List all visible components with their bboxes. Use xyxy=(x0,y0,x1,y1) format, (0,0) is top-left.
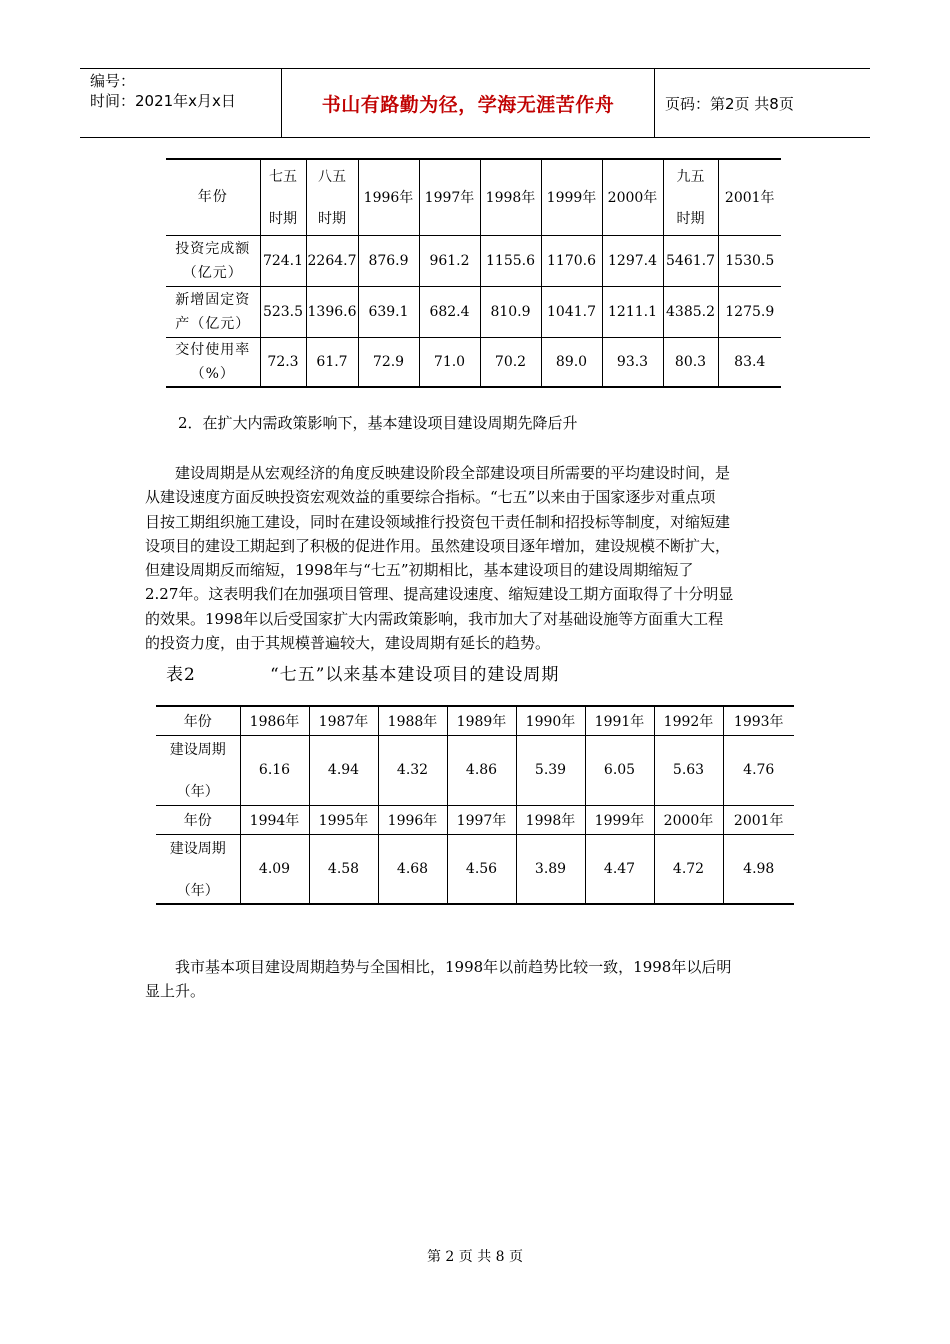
table-cell: 876.9 xyxy=(358,235,419,286)
page-header xyxy=(80,68,870,138)
table-cell: 93.3 xyxy=(602,337,663,387)
table-cell: 724.1 xyxy=(260,235,306,286)
header-meta xyxy=(80,69,280,137)
table-cell: 80.3 xyxy=(663,337,718,387)
year-row xyxy=(156,706,794,735)
table-cell: 4.76 xyxy=(723,735,794,805)
table-cell: 4.47 xyxy=(585,834,654,904)
table-cell: 1990年 xyxy=(516,706,585,735)
header-cell: 1999年 xyxy=(541,159,602,235)
table-cell: 1999年 xyxy=(585,805,654,834)
row-label: 年份 xyxy=(156,805,240,834)
table-cell: 639.1 xyxy=(358,286,419,337)
header-cell: 1996年 xyxy=(358,159,419,235)
table-cell: 2000年 xyxy=(654,805,723,834)
header-cell: 1997年 xyxy=(419,159,480,235)
table-cell: 3.89 xyxy=(516,834,585,904)
row-label: 投资完成额 （亿元） xyxy=(166,235,260,286)
table-cell: 4.09 xyxy=(240,834,309,904)
table-cell: 61.7 xyxy=(306,337,358,387)
table-cell: 4.68 xyxy=(378,834,447,904)
table-cell: 71.0 xyxy=(419,337,480,387)
table-cell: 4.32 xyxy=(378,735,447,805)
value-row xyxy=(156,834,794,904)
year-row xyxy=(156,805,794,834)
table-cell: 4.72 xyxy=(654,834,723,904)
paragraph-line: 建设周期是从宏观经济的角度反映建设阶段全部建设项目所需要的平均建设时间，是 xyxy=(175,464,731,482)
table-cell: 4.86 xyxy=(447,735,516,805)
document-number-label: 编号： xyxy=(90,72,136,90)
paragraph-line: 的效果。1998年以后受国家扩大内需政策影响，我市加大了对基础设施等方面重大工程 xyxy=(145,609,724,628)
paragraph-construction-period xyxy=(145,461,805,655)
paragraph-line: 设项目的建设工期起到了积极的促进作用。虽然建设项目逐年增加，建设规模不断扩大， xyxy=(145,536,731,555)
header-cell: 八五 时期 xyxy=(306,159,358,235)
table-cell: 1993年 xyxy=(723,706,794,735)
section-heading: 2．在扩大内需政策影响下，基本建设项目建设周期先降后升 xyxy=(178,414,578,432)
table-cell: 1396.6 xyxy=(306,286,358,337)
table-cell: 6.05 xyxy=(585,735,654,805)
table-cell: 2264.7 xyxy=(306,235,358,286)
paragraph-line: 2.27年。这表明我们在加强项目管理、提高建设速度、缩短建设工期方面取得了十分明显 xyxy=(145,585,734,604)
header-cell: 2000年 xyxy=(602,159,663,235)
table-cell: 1530.5 xyxy=(718,235,781,286)
table-cell: 2001年 xyxy=(723,805,794,834)
header-page-code: 页码：第2页 共8页 xyxy=(665,94,794,113)
investment-table-header-row xyxy=(166,159,781,235)
table2-caption-title: “七五”以来基本建设项目的建设周期 xyxy=(270,665,560,685)
document-time-label: 时间：2021年x月x日 xyxy=(90,92,236,110)
table-cell: 1041.7 xyxy=(541,286,602,337)
row-label: 建设周期 （年） xyxy=(156,834,240,904)
table-cell: 72.9 xyxy=(358,337,419,387)
table-cell: 1995年 xyxy=(309,805,378,834)
table-cell: 89.0 xyxy=(541,337,602,387)
header-motto-cell xyxy=(281,69,655,137)
header-cell: 年份 xyxy=(197,189,228,206)
table-row xyxy=(166,286,781,337)
table-cell: 5.39 xyxy=(516,735,585,805)
table-cell: 1987年 xyxy=(309,706,378,735)
table-cell: 1996年 xyxy=(378,805,447,834)
table-cell: 1211.1 xyxy=(602,286,663,337)
table-row xyxy=(166,337,781,387)
header-cell: 七五 时期 xyxy=(260,159,306,235)
table-cell: 4.56 xyxy=(447,834,516,904)
table-cell: 961.2 xyxy=(419,235,480,286)
row-label: 建设周期 （年） xyxy=(156,735,240,805)
table-cell: 1998年 xyxy=(516,805,585,834)
table-cell: 810.9 xyxy=(480,286,541,337)
paragraph-line: 但建设周期反而缩短，1998年与“七五”初期相比，基本建设项目的建设周期缩短了 xyxy=(145,561,694,580)
header-cell: 九五 时期 xyxy=(663,159,718,235)
table-cell: 1997年 xyxy=(447,805,516,834)
table-cell: 4.98 xyxy=(723,834,794,904)
value-row xyxy=(156,735,794,805)
table-cell: 5.63 xyxy=(654,735,723,805)
table-cell: 70.2 xyxy=(480,337,541,387)
paragraph-line: 目按工期组织施工建设，同时在建设领域推行投资包干责任制和招投标等制度，对缩短建 xyxy=(145,512,731,531)
table-cell: 1155.6 xyxy=(480,235,541,286)
paragraph-line: 显上升。 xyxy=(145,982,206,1001)
header-cell: 2001年 xyxy=(718,159,781,235)
paragraph-line: 从建设速度方面反映投资宏观效益的重要综合指标。“七五”以来由于国家逐步对重点项 xyxy=(145,488,716,507)
row-label: 年份 xyxy=(183,713,212,730)
row-label: 交付使用率 （%） xyxy=(166,337,260,387)
row-label: 新增固定资 产（亿元） xyxy=(166,286,260,337)
table-cell: 1986年 xyxy=(240,706,309,735)
investment-table xyxy=(166,158,781,388)
page-footer: 第 2 页 共 8 页 xyxy=(426,1249,524,1265)
table2-caption xyxy=(166,660,560,685)
table-cell: 72.3 xyxy=(260,337,306,387)
table-cell: 4385.2 xyxy=(663,286,718,337)
header-cell: 1998年 xyxy=(480,159,541,235)
table2-caption-label: 表2 xyxy=(166,665,196,685)
table-cell: 83.4 xyxy=(718,337,781,387)
table-cell: 4.58 xyxy=(309,834,378,904)
table-cell: 1297.4 xyxy=(602,235,663,286)
construction-period-table xyxy=(156,705,794,905)
table-cell: 5461.7 xyxy=(663,235,718,286)
table-cell: 1170.6 xyxy=(541,235,602,286)
table-cell: 1994年 xyxy=(240,805,309,834)
header-motto: 书山有路勤为径，学海无涯苦作舟 xyxy=(321,93,615,116)
table-cell: 1992年 xyxy=(654,706,723,735)
table-cell: 682.4 xyxy=(419,286,480,337)
table-cell: 4.94 xyxy=(309,735,378,805)
table-cell: 1991年 xyxy=(585,706,654,735)
table-cell: 6.16 xyxy=(240,735,309,805)
table-row xyxy=(166,235,781,286)
header-page-cell xyxy=(655,69,870,137)
paragraph-line: 我市基本项目建设周期趋势与全国相比，1998年以前趋势比较一致，1998年以后明 xyxy=(175,958,732,976)
table-cell: 1988年 xyxy=(378,706,447,735)
table-cell: 1989年 xyxy=(447,706,516,735)
table-cell: 1275.9 xyxy=(718,286,781,337)
paragraph-trend-comparison xyxy=(145,955,805,1004)
paragraph-line: 的投资力度，由于其规模普遍较大，建设周期有延长的趋势。 xyxy=(145,634,551,653)
table-cell: 523.5 xyxy=(260,286,306,337)
